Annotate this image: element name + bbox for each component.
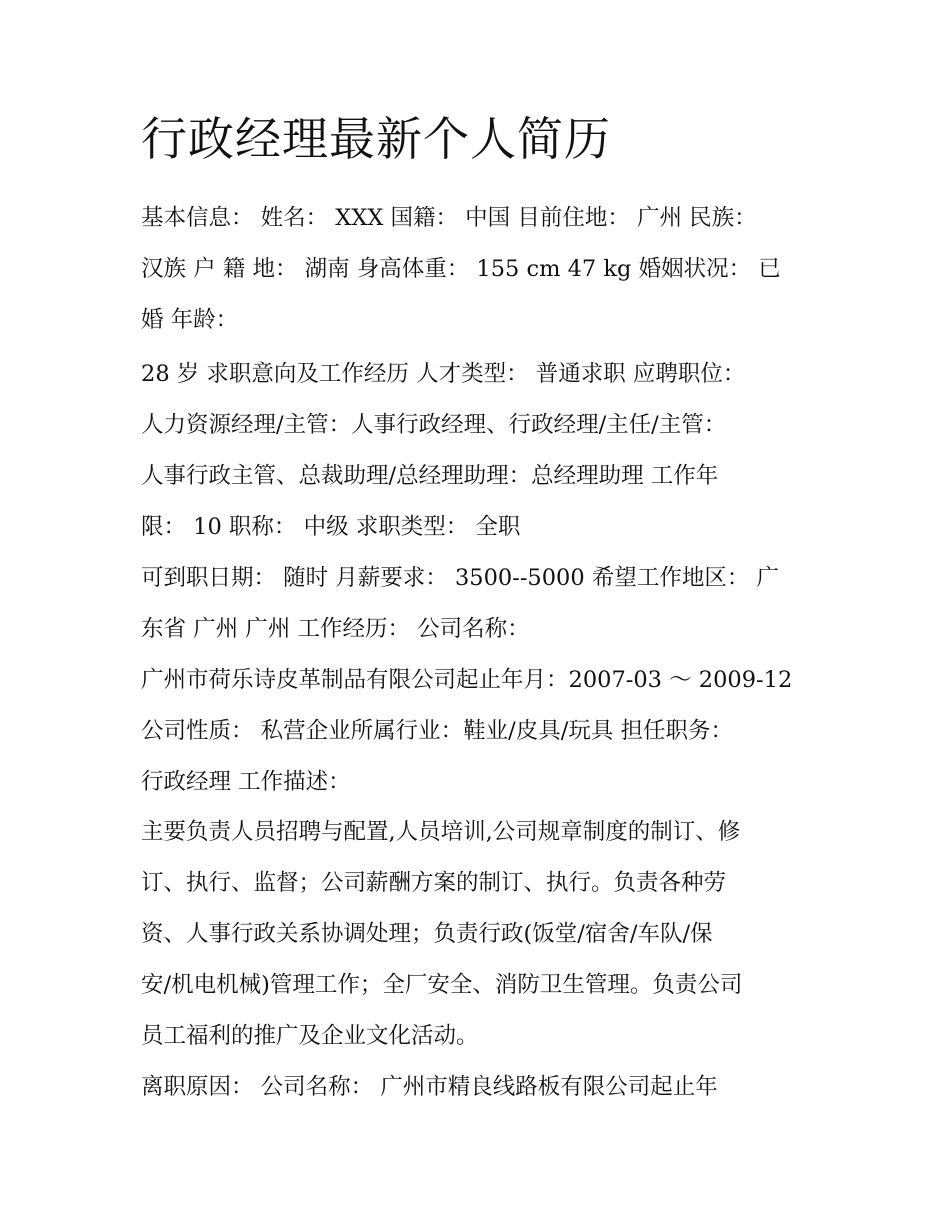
body-line: 安/机电机械)管理工作；全厂安全、消防卫生管理。负责公司: [141, 972, 743, 998]
document-title: 行政经理最新个人简历: [141, 112, 611, 166]
body-line: 订、执行、监督；公司薪酬方案的制订、执行。负责各种劳: [141, 870, 727, 896]
body-line: 行政经理 工作描述：: [141, 769, 351, 795]
body-line: 公司性质： 私营企业所属行业：鞋业/皮具/玩具 担任职务：: [141, 718, 733, 744]
body-line: 离职原因： 公司名称： 广州市精良线路板有限公司起止年: [141, 1074, 718, 1100]
body-line: 限： 10 职称： 中级 求职类型： 全职: [141, 514, 521, 540]
body-line: 基本信息： 姓名： XXX 国籍： 中国 目前住地： 广州 民族：: [141, 205, 757, 231]
body-line: 汉族 户 籍 地： 湖南 身高体重： 155 cm 47 kg 婚姻状况： 已: [141, 256, 781, 282]
body-line: 婚 年龄：: [141, 307, 239, 333]
body-line: 主要负责人员招聘与配置,人员培训,公司规章制度的制订、修: [141, 819, 741, 845]
body-line: 员工福利的推广及企业文化活动。: [141, 1023, 479, 1049]
body-line: 东省 广州 广州 工作经历： 公司名称：: [141, 616, 530, 642]
body-line: 资、人事行政关系协调处理；负责行政(饭堂/宿舍/车队/保: [141, 921, 713, 947]
body-line: 可到职日期： 随时 月薪要求： 3500--5000 希望工作地区： 广: [141, 565, 779, 591]
body-line: 人事行政主管、总裁助理/总经理助理：总经理助理 工作年: [141, 463, 719, 489]
body-line: 人力资源经理/主管：人事行政经理、行政经理/主任/主管：: [141, 412, 727, 438]
body-line: 28 岁 求职意向及工作经历 人才类型： 普通求职 应聘职位：: [141, 361, 746, 387]
body-line: 广州市荷乐诗皮革制品有限公司起止年月：2007-03 ～ 2009-12: [141, 667, 793, 693]
